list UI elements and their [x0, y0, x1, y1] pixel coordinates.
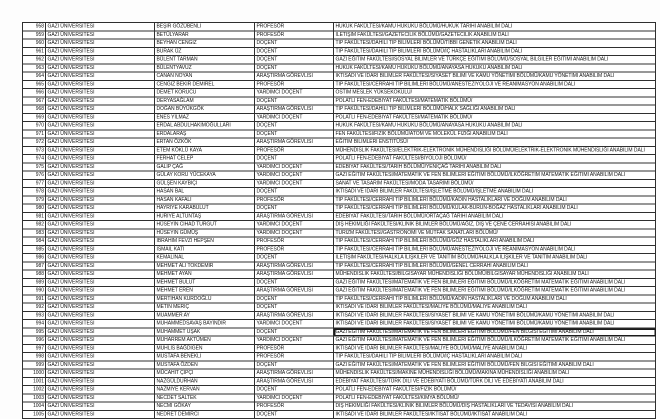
row-number-cell[interactable]: 979 [23, 196, 46, 204]
university-cell[interactable]: GAZİ ÜNİVERSİTESİ [46, 155, 155, 163]
table-row [23, 163, 656, 171]
department-cell[interactable]: EĞİTİM BİLİMLERİ ENSTİTÜSÜ/ [334, 139, 656, 147]
university-cell[interactable]: GAZİ ÜNİVERSİTESİ [46, 238, 155, 246]
table-row [23, 114, 656, 122]
university-cell[interactable]: GAZİ ÜNİVERSİTESİ [46, 122, 155, 130]
table-row [23, 378, 656, 386]
university-cell[interactable]: GAZİ ÜNİVERSİTESİ [46, 394, 155, 402]
name-cell[interactable]: HAYRİYE KARABULUT [155, 205, 255, 213]
department-cell[interactable]: İKTİSADİ VE İDARİ BİLİMLER FAKÜLTESİ/İKTİSAT BÖLÜMÜ/İKTİSAT ANABİLİM DALI [334, 411, 656, 419]
university-cell[interactable]: GAZİ ÜNİVERSİTESİ [46, 337, 155, 345]
department-cell[interactable]: EDEBİYAT FAKÜLTESİ/TARİH BÖLÜMÜ/YENİÇAĞ TARİHİ ANABİLİM DALI [334, 163, 656, 171]
row-number-cell[interactable]: 977 [23, 180, 46, 188]
university-cell[interactable]: GAZİ ÜNİVERSİTESİ [46, 304, 155, 312]
table-row [23, 23, 656, 31]
table-row [23, 345, 656, 353]
university-cell[interactable]: GAZİ ÜNİVERSİTESİ [46, 221, 155, 229]
table-row [23, 304, 656, 312]
university-cell[interactable]: GAZİ ÜNİVERSİTESİ [46, 378, 155, 386]
faculty-table [22, 22, 656, 419]
row-number-cell[interactable]: 989 [23, 279, 46, 287]
title-cell[interactable]: YARDIMCI DOÇENT [255, 221, 334, 229]
table-row [23, 262, 656, 270]
table-row [23, 320, 656, 328]
row-number-cell[interactable]: 991 [23, 295, 46, 303]
table-row [23, 370, 656, 378]
title-cell[interactable]: DOÇENT [255, 122, 334, 130]
university-cell[interactable]: GAZİ ÜNİVERSİTESİ [46, 81, 155, 89]
table-row [23, 411, 656, 419]
title-cell[interactable]: PROFESÖR [255, 345, 334, 353]
university-cell[interactable]: GAZİ ÜNİVERSİTESİ [46, 31, 155, 39]
table-row [23, 312, 656, 320]
row-number-cell[interactable]: 981 [23, 213, 46, 221]
department-cell[interactable]: MÜHENDİSLİK FAKÜLTESİ/ELEKTRİK-ELEKTRONİK MÜHENDİSLİĞİ BÖLÜMÜ/ELEKTRİK-ELEKTRONİK MÜHENDİSLİĞİ ANABİLİM DALI [334, 147, 656, 155]
university-cell[interactable]: GAZİ ÜNİVERSİTESİ [46, 287, 155, 295]
name-cell[interactable]: MUHAMMET UŞAK [155, 328, 255, 336]
row-number-cell[interactable]: 966 [23, 89, 46, 97]
title-cell[interactable]: DOÇENT [255, 97, 334, 105]
department-cell[interactable]: TIP FAKÜLTESİ/CERRAHİ TIP BİLİMLERİ BÖLÜMÜ/ANESTEZİYOLOJİ VE REANİMASYON ANABİLİM DALI [334, 246, 656, 254]
name-cell[interactable]: BÜLENT TARMAN [155, 56, 255, 64]
title-cell[interactable]: DOÇENT [255, 254, 334, 262]
row-number-cell[interactable]: 976 [23, 172, 46, 180]
university-cell[interactable]: GAZİ ÜNİVERSİTESİ [46, 271, 155, 279]
university-cell[interactable]: GAZİ ÜNİVERSİTESİ [46, 89, 155, 97]
title-cell[interactable]: PROFESÖR [255, 353, 334, 361]
title-cell[interactable]: DOÇENT [255, 279, 334, 287]
name-cell[interactable]: MÜCAHİT ÇİPÇİ [155, 370, 255, 378]
department-cell[interactable]: İKTİSADİ VE İDARİ BİLİMLER FAKÜLTESİ/MALİYE BÖLÜMÜ/MALİYE ANABİLİM DALI [334, 345, 656, 353]
department-cell[interactable]: EDEBİYAT FAKÜLTESİ/TÜRK DİLİ VE EDEBİYATI BÖLÜMÜ/TÜRK DİLİ VE EDEBİYATI ANABİLİM DALI [334, 378, 656, 386]
title-cell[interactable]: PROFESÖR [255, 23, 334, 31]
department-cell[interactable]: İKTİSADİ VE İDARİ BİLİMLER FAKÜLTESİ/SİYASET BİLİMİ VE KAMU YÖNETİMİ BÖLÜMÜ/KAMU YÖNETİMİ ANABİLİM DALI [334, 312, 656, 320]
table-row [23, 337, 656, 345]
title-cell[interactable]: PROFESÖR [255, 246, 334, 254]
name-cell[interactable]: MUHARREM AKTÜMEN [155, 337, 255, 345]
university-cell[interactable]: GAZİ ÜNİVERSİTESİ [46, 403, 155, 411]
row-number-cell[interactable]: 975 [23, 163, 46, 171]
title-cell[interactable]: DOÇENT [255, 188, 334, 196]
university-cell[interactable]: GAZİ ÜNİVERSİTESİ [46, 97, 155, 105]
name-cell[interactable]: MEHMET AYAN [155, 271, 255, 279]
table-row [23, 106, 656, 114]
name-cell[interactable]: HASAN KAFALI [155, 196, 255, 204]
title-cell[interactable]: YARDIMCI DOÇENT [255, 337, 334, 345]
name-cell[interactable]: GÜLŞEN KAYBIÇI [155, 180, 255, 188]
row-number-cell[interactable]: 983 [23, 229, 46, 237]
row-number-cell[interactable]: 974 [23, 155, 46, 163]
name-cell[interactable]: DOĞAN BÜYÜKGÖK [155, 106, 255, 114]
university-cell[interactable]: GAZİ ÜNİVERSİTESİ [46, 139, 155, 147]
title-cell[interactable]: DOÇENT [255, 48, 334, 56]
title-cell[interactable]: YARDIMCI DOÇENT [255, 180, 334, 188]
title-cell[interactable]: DOÇENT [255, 155, 334, 163]
name-cell[interactable]: ETEM KÖKLÜ KAYA [155, 147, 255, 155]
department-cell[interactable]: TIP FAKÜLTESİ/DAHİLİ TIP BİLİMLERİ BÖLÜMÜ/İÇ HASTALIKLARI ANABİLİM DALI [334, 48, 656, 56]
table-row [23, 205, 656, 213]
row-number-cell[interactable]: 969 [23, 114, 46, 122]
department-cell[interactable]: İKTİSADİ VE İDARİ BİLİMLER FAKÜLTESİ/İŞLETME BÖLÜMÜ/İŞLETME ANABİLİM DALI [334, 188, 656, 196]
table-row [23, 122, 656, 130]
name-cell[interactable]: NAZMİYE KERVAN [155, 386, 255, 394]
row-number-cell[interactable]: 988 [23, 271, 46, 279]
title-cell[interactable]: ARAŞTIRMA GÖREVLİSİ [255, 73, 334, 81]
name-cell[interactable]: CANAN NOYAN [155, 73, 255, 81]
title-cell[interactable]: DOÇENT [255, 411, 334, 419]
name-cell[interactable]: NAZGÜLDURHAN [155, 378, 255, 386]
title-cell[interactable]: ARAŞTIRMA GÖREVLİSİ [255, 312, 334, 320]
department-cell[interactable]: POLATLI FEN-EDEBİYAT FAKÜLTESİ/MATEMATİK BÖLÜMÜ/ [334, 114, 656, 122]
title-cell[interactable]: ARAŞTIRMA GÖREVLİSİ [255, 213, 334, 221]
table-row [23, 279, 656, 287]
name-cell[interactable]: GALİP ÇAĞ [155, 163, 255, 171]
name-cell[interactable]: ENES YILMAZ [155, 114, 255, 122]
table-row [23, 147, 656, 155]
title-cell[interactable]: DOÇENT [255, 328, 334, 336]
row-number-cell[interactable]: 960 [23, 40, 46, 48]
title-cell[interactable]: ARAŞTIRMA GÖREVLİSİ [255, 287, 334, 295]
row-number-cell[interactable]: 998 [23, 353, 46, 361]
table-row [23, 130, 656, 138]
title-cell[interactable]: YARDIMCI DOÇENT [255, 229, 334, 237]
name-cell[interactable]: BEŞİR GÖZÜBENLİ [155, 23, 255, 31]
title-cell[interactable]: PROFESÖR [255, 238, 334, 246]
department-cell[interactable]: DİŞ HEKİMLİĞİ FAKÜLTESİ/KLİNİK BİLİMLER BÖLÜMÜ/AĞIZ, DİŞ VE ÇENE CERRAHİSİ ANABİLİM DALI [334, 221, 656, 229]
table-row [23, 221, 656, 229]
table-row [23, 139, 656, 147]
name-cell[interactable]: KEMALİNAL [155, 254, 255, 262]
department-cell[interactable]: POLATLI FEN-EDEBİYAT FAKÜLTESİ/MATEMATİK BÖLÜMÜ/ [334, 97, 656, 105]
title-cell[interactable]: DOÇENT [255, 386, 334, 394]
table-row [23, 246, 656, 254]
name-cell[interactable]: MUHAMMEDSAVAŞ BAYINDIR [155, 320, 255, 328]
table-row [23, 287, 656, 295]
department-cell[interactable]: POLATLI FEN-EDEBİYAT FAKÜLTESİ/FİZİK BÖLÜMÜ/ [334, 386, 656, 394]
table-row [23, 31, 656, 39]
department-cell[interactable]: TURİZM FAKÜLTESİ/GASTRONOMİ VE MUTFAK SANATLARI BÖLÜMÜ/ [334, 229, 656, 237]
table-row [23, 394, 656, 402]
table-row [23, 97, 656, 105]
title-cell[interactable]: PROFESÖR [255, 196, 334, 204]
university-cell[interactable]: GAZİ ÜNİVERSİTESİ [46, 56, 155, 64]
row-number-cell[interactable]: 967 [23, 97, 46, 105]
table-row [23, 81, 656, 89]
table-row [23, 271, 656, 279]
table-row [23, 213, 656, 221]
university-cell[interactable]: GAZİ ÜNİVERSİTESİ [46, 64, 155, 72]
name-cell[interactable]: NECDET SALTEK [155, 394, 255, 402]
name-cell[interactable]: BÜLENTYAVUZ [155, 64, 255, 72]
title-cell[interactable]: DOÇENT [255, 361, 334, 369]
university-cell[interactable]: GAZİ ÜNİVERSİTESİ [46, 262, 155, 270]
row-number-cell[interactable]: 984 [23, 238, 46, 246]
university-cell[interactable]: GAZİ ÜNİVERSİTESİ [46, 386, 155, 394]
name-cell[interactable]: DEMET KORUCU [155, 89, 255, 97]
row-number-cell[interactable]: 963 [23, 64, 46, 72]
title-cell[interactable]: ARAŞTIRMA GÖREVLİSİ [255, 139, 334, 147]
department-cell[interactable]: TIP FAKÜLTESİ/CERRAHİ TIP BİLİMLERİ BÖLÜMÜ/GENEL CERRAHİ ANABİLİM DALI [334, 262, 656, 270]
table-row [23, 295, 656, 303]
row-number-cell[interactable]: 959 [23, 31, 46, 39]
table-row [23, 238, 656, 246]
table-row [23, 353, 656, 361]
row-number-cell[interactable]: 1001 [23, 378, 46, 386]
department-cell[interactable]: HUKUK FAKÜLTESİ/KAMU HUKUKU BÖLÜMÜ/ANAYASA HUKUKU ANABİLİM DALI [334, 122, 656, 130]
university-cell[interactable]: GAZİ ÜNİVERSİTESİ [46, 370, 155, 378]
row-number-cell[interactable]: 992 [23, 304, 46, 312]
row-number-cell[interactable]: 1005 [23, 411, 46, 419]
title-cell[interactable]: PROFESÖR [255, 31, 334, 39]
name-cell[interactable]: BEYHAN CENGİZ [155, 40, 255, 48]
title-cell[interactable]: YARDIMCI DOÇENT [255, 394, 334, 402]
table-row [23, 56, 656, 64]
title-cell[interactable]: ARAŞTIRMA GÖREVLİSİ [255, 370, 334, 378]
row-number-cell[interactable]: 972 [23, 139, 46, 147]
name-cell[interactable]: FERHAT CELEP [155, 155, 255, 163]
university-cell[interactable]: GAZİ ÜNİVERSİTESİ [46, 48, 155, 56]
name-cell[interactable]: ERDAL ABDULHAKİMOĞULLARI [155, 122, 255, 130]
name-cell[interactable]: MUAMMER AY [155, 312, 255, 320]
table-row [23, 172, 656, 180]
row-number-cell[interactable]: 1004 [23, 403, 46, 411]
row-number-cell[interactable]: 997 [23, 345, 46, 353]
department-cell[interactable]: TIP FAKÜLTESİ/DAHİLİ TIP BİLİMLERİ BÖLÜMÜ/TIBBİ GENETİK ANABİLİM DALI [334, 40, 656, 48]
department-cell[interactable]: GAZİ EĞİTİM FAKÜLTESİ/MATEMATİK VE FEN BİLİMLERİ EĞİTİMİ BÖLÜMÜ/FEN BİLGİSİ EĞİTİMİ ANABİLİM DALI [334, 361, 656, 369]
department-cell[interactable]: GAZİ EĞİTİM FAKÜLTESİ/MATEMATİK VE FEN BİLİMLERİ EĞİTİMİ BÖLÜMÜ/İLKÖĞRETİM MATEMATİK EĞİTİMİ ANABİLİM DALI [334, 172, 656, 180]
row-number-cell[interactable]: 962 [23, 56, 46, 64]
title-cell[interactable]: YARDIMCI DOÇENT [255, 172, 334, 180]
row-number-cell[interactable]: 1002 [23, 386, 46, 394]
name-cell[interactable]: MEHMET EREN [155, 287, 255, 295]
university-cell[interactable]: GAZİ ÜNİVERSİTESİ [46, 23, 155, 31]
table-row [23, 155, 656, 163]
title-cell[interactable]: DOÇENT [255, 64, 334, 72]
department-cell[interactable]: İKTİSADİ VE İDARİ BİLİMLER FAKÜLTESİ/MALİYE BÖLÜMÜ/MALİYE ANABİLİM DALI [334, 304, 656, 312]
university-cell[interactable]: GAZİ ÜNİVERSİTESİ [46, 205, 155, 213]
department-cell[interactable]: GAZİ EĞİTİM FAKÜLTESİ/SOSYAL BİLİMLER VE TÜRKÇE EĞİTİMİ BÖLÜMÜ/SOSYAL BİLGİLER EĞİTİMİ ANABİLİM DALI [334, 56, 656, 64]
department-cell[interactable]: TIP FAKÜLTESİ/CERRAHİ TIP BİLİMLERİ BÖLÜMÜ/ANESTEZİYOLOJİ VE REANİMASYON ANABİLİM DALI [334, 81, 656, 89]
title-cell[interactable]: PROFESÖR [255, 403, 334, 411]
title-cell[interactable]: DOÇENT [255, 205, 334, 213]
row-number-cell[interactable]: 986 [23, 254, 46, 262]
department-cell[interactable]: GAZİ EĞİTİM FAKÜLTESİ/MATEMATİK VE FEN BİLİMLERİ EĞİTİMİ BÖLÜMÜ/İLKÖĞRETİM MATEMATİK EĞİTİMİ ANABİLİM DALI [334, 337, 656, 345]
row-number-cell[interactable]: 1000 [23, 370, 46, 378]
university-cell[interactable]: GAZİ ÜNİVERSİTESİ [46, 361, 155, 369]
name-cell[interactable]: CENGİZ BEKİR DEMİREL [155, 81, 255, 89]
row-number-cell[interactable]: 999 [23, 361, 46, 369]
name-cell[interactable]: HASAN BAL [155, 188, 255, 196]
table-row [23, 361, 656, 369]
table-row [23, 196, 656, 204]
name-cell[interactable]: BURAK ÜZ [155, 48, 255, 56]
university-cell[interactable]: GAZİ ÜNİVERSİTESİ [46, 279, 155, 287]
row-number-cell[interactable]: 961 [23, 48, 46, 56]
university-cell[interactable]: GAZİ ÜNİVERSİTESİ [46, 320, 155, 328]
title-cell[interactable]: DOÇENT [255, 304, 334, 312]
table-row [23, 386, 656, 394]
title-cell[interactable]: ARAŞTIRMA GÖREVLİSİ [255, 271, 334, 279]
row-number-cell[interactable]: 978 [23, 188, 46, 196]
department-cell[interactable]: POLATLI FEN-EDEBİYAT FAKÜLTESİ/BİYOLOJİ BÖLÜMÜ/ [334, 155, 656, 163]
name-cell[interactable]: DERYASAĞLAM [155, 97, 255, 105]
title-cell[interactable]: YARDIMCI DOÇENT [255, 320, 334, 328]
university-cell[interactable]: GAZİ ÜNİVERSİTESİ [46, 353, 155, 361]
university-cell[interactable]: GAZİ ÜNİVERSİTESİ [46, 213, 155, 221]
name-cell[interactable]: İSMAİL KATI [155, 246, 255, 254]
name-cell[interactable]: İBRAHİM FEVZİ HEPŞEN [155, 238, 255, 246]
title-cell[interactable]: DOÇENT [255, 130, 334, 138]
department-cell[interactable]: MÜHENDİSLİK FAKÜLTESİ/BİLGİSAYAR MÜHENDİSLİĞİ BÖLÜMÜ/BİLGİSAYAR MÜHENDİSLİĞİ ANABİLİM DALI [334, 271, 656, 279]
table-row [23, 64, 656, 72]
department-cell[interactable]: GAZİ EĞİTİM FAKÜLTESİ/MATEMATİK VE FEN BİLİMLERİ EĞİTİMİ BÖLÜMÜ/İLKÖĞRETİM MATEMATİK EĞİTİMİ ANABİLİM DALI [334, 287, 656, 295]
row-number-cell[interactable]: 964 [23, 73, 46, 81]
department-cell[interactable]: HUKUK FAKÜLTESİ/KAMU HUKUKU BÖLÜMÜ/HUKUK TARİHİ ANABİLİM DALI [334, 23, 656, 31]
department-cell[interactable]: SANAT VE TASARIM FAKÜLTESİ/MODA TASARIMI BÖLÜMÜ/ [334, 180, 656, 188]
department-cell[interactable]: TIP FAKÜLTESİ/CERRAHİ TIP BİLİMLERİ BÖLÜMÜ/KADIN HASTALIKLARI VE DOĞUM ANABİLİM DALI [334, 295, 656, 303]
table-row [23, 229, 656, 237]
university-cell[interactable]: GAZİ ÜNİVERSİTESİ [46, 106, 155, 114]
university-cell[interactable]: GAZİ ÜNİVERSİTESİ [46, 295, 155, 303]
row-number-cell[interactable]: 958 [23, 23, 46, 31]
title-cell[interactable]: DOÇENT [255, 295, 334, 303]
university-cell[interactable]: GAZİ ÜNİVERSİTESİ [46, 229, 155, 237]
department-cell[interactable]: GAZİ EĞİTİM FAKÜLTESİ/MATEMATİK VE FEN BİLİMLERİ EĞİTİMİ BÖLÜMÜ/FEN BİLGİSİ EĞİTİMİ ANABİLİM DALI [334, 328, 656, 336]
row-number-cell[interactable]: 970 [23, 122, 46, 130]
row-number-cell[interactable]: 990 [23, 287, 46, 295]
name-cell[interactable]: MUSTAFA ÖZDEN [155, 361, 255, 369]
department-cell[interactable]: TIP FAKÜLTESİ/CERRAHİ TIP BİLİMLERİ BÖLÜMÜ/KULAK-BURUN-BOĞAZ HASTALIKLARI ANABİLİM DALI [334, 205, 656, 213]
department-cell[interactable]: TIP FAKÜLTESİ/CERRAHİ TIP BİLİMLERİ BÖLÜMÜ/GÖZ HASTALIKLARI ANABİLİM DALI [334, 238, 656, 246]
department-cell[interactable]: İLETİŞİM FAKÜLTESİ/GAZETECİLİK BÖLÜMÜ/GAZETECİLİK ANABİLİM DALI [334, 31, 656, 39]
university-cell[interactable]: GAZİ ÜNİVERSİTESİ [46, 180, 155, 188]
row-number-cell[interactable]: 980 [23, 205, 46, 213]
name-cell[interactable]: HÜSEYİN GÜMÜŞ [155, 229, 255, 237]
department-cell[interactable]: İKTİSADİ VE İDARİ BİLİMLER FAKÜLTESİ/SİYASET BİLİMİ VE KAMU YÖNETİMİ BÖLÜMÜ/KAMU YÖNETİMİ ANABİLİM DALI [334, 320, 656, 328]
row-number-cell[interactable]: 965 [23, 81, 46, 89]
title-cell[interactable]: ARAŞTIRMA GÖREVLİSİ [255, 262, 334, 270]
table-row [23, 48, 656, 56]
name-cell[interactable]: GÜLAY KORU YÜCEKAYA [155, 172, 255, 180]
university-cell[interactable]: GAZİ ÜNİVERSİTESİ [46, 147, 155, 155]
title-cell[interactable]: PROFESÖR [255, 81, 334, 89]
table-row [23, 403, 656, 411]
row-number-cell[interactable]: 987 [23, 262, 46, 270]
university-cell[interactable]: GAZİ ÜNİVERSİTESİ [46, 196, 155, 204]
row-number-cell[interactable]: 995 [23, 328, 46, 336]
department-cell[interactable]: HUKUK FAKÜLTESİ/KAMU HUKUKU BÖLÜMÜ/ANAYASA HUKUKU ANABİLİM DALI [334, 64, 656, 72]
name-cell[interactable]: HÜSEYİN CİHAD TURGUT [155, 221, 255, 229]
title-cell[interactable]: ARAŞTIRMA GÖREVLİSİ [255, 378, 334, 386]
department-cell[interactable]: POLATLI FEN-EDEBİYAT FAKÜLTESİ/KİMYA BÖLÜMÜ/ [334, 394, 656, 402]
title-cell[interactable]: DOÇENT [255, 40, 334, 48]
row-number-cell[interactable]: 971 [23, 130, 46, 138]
university-cell[interactable]: GAZİ ÜNİVERSİTESİ [46, 114, 155, 122]
row-number-cell[interactable]: 993 [23, 312, 46, 320]
table-row [23, 40, 656, 48]
table-row [23, 188, 656, 196]
university-cell[interactable]: GAZİ ÜNİVERSİTESİ [46, 246, 155, 254]
department-cell[interactable]: GAZİ EĞİTİM FAKÜLTESİ/MATEMATİK VE FEN BİLİMLERİ EĞİTİMİ BÖLÜMÜ/İLKÖĞRETİM MATEMATİK EĞİTİMİ ANABİLİM DALI [334, 279, 656, 287]
name-cell[interactable]: MEHMET ALİ TOKDEMİR [155, 262, 255, 270]
department-cell[interactable]: TIP FAKÜLTESİ/DAHİLİ TIP BİLİMLERİ BÖLÜMÜ/İÇ HASTALIKLARI ANABİLİM DALI [334, 353, 656, 361]
table-row [23, 180, 656, 188]
university-cell[interactable]: GAZİ ÜNİVERSİTESİ [46, 73, 155, 81]
university-cell[interactable]: GAZİ ÜNİVERSİTESİ [46, 40, 155, 48]
department-cell[interactable]: MÜHENDİSLİK FAKÜLTESİ/MAKİNE MÜHENDİSLİĞİ BÖLÜMÜ/MAKİNA MÜHENDİSLİĞİ ANABİLİM DALI [334, 370, 656, 378]
department-cell[interactable]: EDEBİYAT FAKÜLTESİ/TARİH BÖLÜMÜ/ORTAÇAĞ TARİHİ ANABİLİM DALI [334, 213, 656, 221]
name-cell[interactable]: HURİYE ALTUNTAŞ [155, 213, 255, 221]
title-cell[interactable]: YARDIMCI DOÇENT [255, 89, 334, 97]
university-cell[interactable]: GAZİ ÜNİVERSİTESİ [46, 312, 155, 320]
title-cell[interactable]: DOÇENT [255, 56, 334, 64]
row-number-cell[interactable]: 996 [23, 337, 46, 345]
name-cell[interactable]: MERTİHAN KURDOĞLU [155, 295, 255, 303]
name-cell[interactable]: MUHLİS BAĞDİGEN [155, 345, 255, 353]
title-cell[interactable]: ARAŞTIRMA GÖREVLİSİ [255, 106, 334, 114]
table-row [23, 254, 656, 262]
row-number-cell[interactable]: 982 [23, 221, 46, 229]
row-number-cell[interactable]: 973 [23, 147, 46, 155]
title-cell[interactable]: YARDIMCI DOÇENT [255, 114, 334, 122]
university-cell[interactable]: GAZİ ÜNİVERSİTESİ [46, 328, 155, 336]
name-cell[interactable]: METİN MERİÇ [155, 304, 255, 312]
university-cell[interactable]: GAZİ ÜNİVERSİTESİ [46, 172, 155, 180]
university-cell[interactable]: GAZİ ÜNİVERSİTESİ [46, 130, 155, 138]
department-cell[interactable]: İLETİŞİM FAKÜLTESİ/HALKLA İLİŞKİLER VE TANITIM BÖLÜMÜ/HALKLA İLİŞKİLER VE TANITIM ANABİLİM DALI [334, 254, 656, 262]
department-cell[interactable]: İKTİSADİ VE İDARİ BİLİMLER FAKÜLTESİ/SİYASET BİLİMİ VE KAMU YÖNETİMİ BÖLÜMÜ/KAMU YÖNETİMİ ANABİLİM DALI [334, 73, 656, 81]
table-row [23, 73, 656, 81]
university-cell[interactable]: GAZİ ÜNİVERSİTESİ [46, 345, 155, 353]
name-cell[interactable]: NEDRET DEMİRCİ [155, 411, 255, 419]
department-cell[interactable]: TIP FAKÜLTESİ/CERRAHİ TIP BİLİMLERİ BÖLÜMÜ/KADIN HASTALIKLARI VE DOĞUM ANABİLİM DALI [334, 196, 656, 204]
department-cell[interactable]: DİŞ HEKİMLİĞİ FAKÜLTESİ/KLİNİK BİLİMLER BÖLÜMÜ/DİŞ HASTALIKLARI VE TEDAVİSİ ANABİLİM DALI [334, 403, 656, 411]
table-row [23, 328, 656, 336]
name-cell[interactable]: ERDALARAŞ [155, 130, 255, 138]
row-number-cell[interactable]: 1003 [23, 394, 46, 402]
row-number-cell[interactable]: 985 [23, 246, 46, 254]
department-cell[interactable]: OSTİM MESLEK YÜKSEKOKULU/ [334, 89, 656, 97]
row-number-cell[interactable]: 968 [23, 106, 46, 114]
university-cell[interactable]: GAZİ ÜNİVERSİTESİ [46, 254, 155, 262]
university-cell[interactable]: GAZİ ÜNİVERSİTESİ [46, 163, 155, 171]
name-cell[interactable]: NECMİ GÖKAY [155, 403, 255, 411]
name-cell[interactable]: MUSTAFA BENEKLİ [155, 353, 255, 361]
row-number-cell[interactable]: 994 [23, 320, 46, 328]
name-cell[interactable]: ERTAN ÖZKÖK [155, 139, 255, 147]
university-cell[interactable]: GAZİ ÜNİVERSİTESİ [46, 411, 155, 419]
title-cell[interactable]: PROFESÖR [255, 147, 334, 155]
department-cell[interactable]: TIP FAKÜLTESİ/DAHİLİ TIP BİLİMLERİ BÖLÜMÜ/HALK SAĞLIĞI ANABİLİM DALI [334, 106, 656, 114]
table-row [23, 89, 656, 97]
name-cell[interactable]: BETÜLYARAR [155, 31, 255, 39]
university-cell[interactable]: GAZİ ÜNİVERSİTESİ [46, 188, 155, 196]
name-cell[interactable]: MEHMET BULUT [155, 279, 255, 287]
title-cell[interactable]: YARDIMCI DOÇENT [255, 163, 334, 171]
department-cell[interactable]: FEN FAKÜLTESİ/FİZİK BÖLÜMÜ/ATOM VE MOLEKÜL FİZİĞİ ANABİLİM DALI [334, 130, 656, 138]
